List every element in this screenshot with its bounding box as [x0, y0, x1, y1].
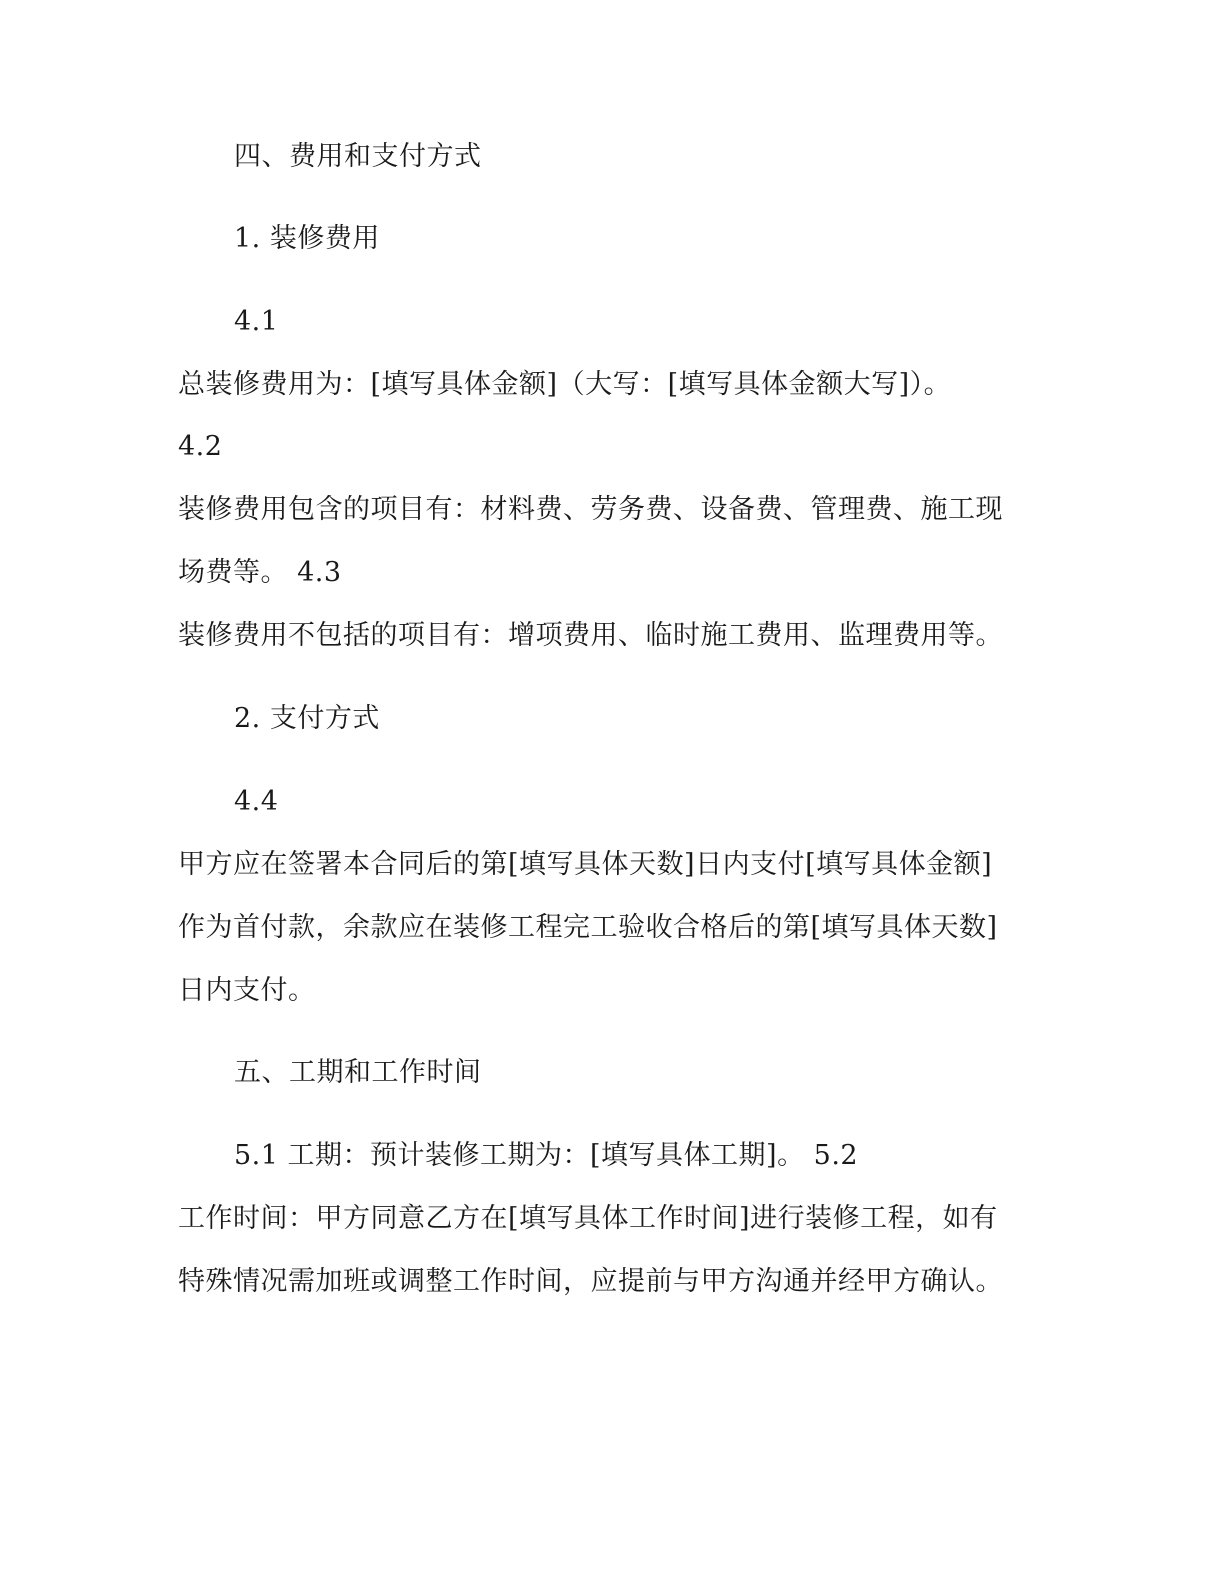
- section-heading: 四、费用和支付方式: [234, 141, 482, 172]
- clause-number: 4.4: [234, 786, 279, 817]
- subsection-heading: 2. 支付方式: [234, 703, 380, 734]
- paragraph-line: 总装修费用为：[填写具体金额]（大写：[填写具体金额大写]）。: [178, 369, 952, 400]
- paragraph-line: 特殊情况需加班或调整工作时间，应提前与甲方沟通并经甲方确认。: [178, 1266, 1003, 1297]
- subsection-heading: 1. 装修费用: [234, 223, 380, 254]
- paragraph-line: 场费等。 4.3: [178, 557, 342, 588]
- clause-number: 4.1: [234, 306, 279, 337]
- paragraph-line: 5.1 工期：预计装修工期为：[填写具体工期]。 5.2: [234, 1140, 859, 1171]
- section-heading: 五、工期和工作时间: [234, 1057, 482, 1088]
- paragraph-line: 装修费用不包括的项目有：增项费用、临时施工费用、监理费用等。: [178, 620, 1003, 651]
- paragraph-line: 工作时间：甲方同意乙方在[填写具体工作时间]进行装修工程，如有: [178, 1203, 998, 1234]
- paragraph-line: 日内支付。: [178, 975, 316, 1006]
- paragraph-line: 甲方应在签署本合同后的第[填写具体天数]日内支付[填写具体金额]: [178, 849, 993, 880]
- clause-number: 4.2: [178, 431, 223, 462]
- paragraph-line: 作为首付款，余款应在装修工程完工验收合格后的第[填写具体天数]: [178, 912, 998, 943]
- paragraph-line: 装修费用包含的项目有：材料费、劳务费、设备费、管理费、施工现: [178, 494, 1003, 525]
